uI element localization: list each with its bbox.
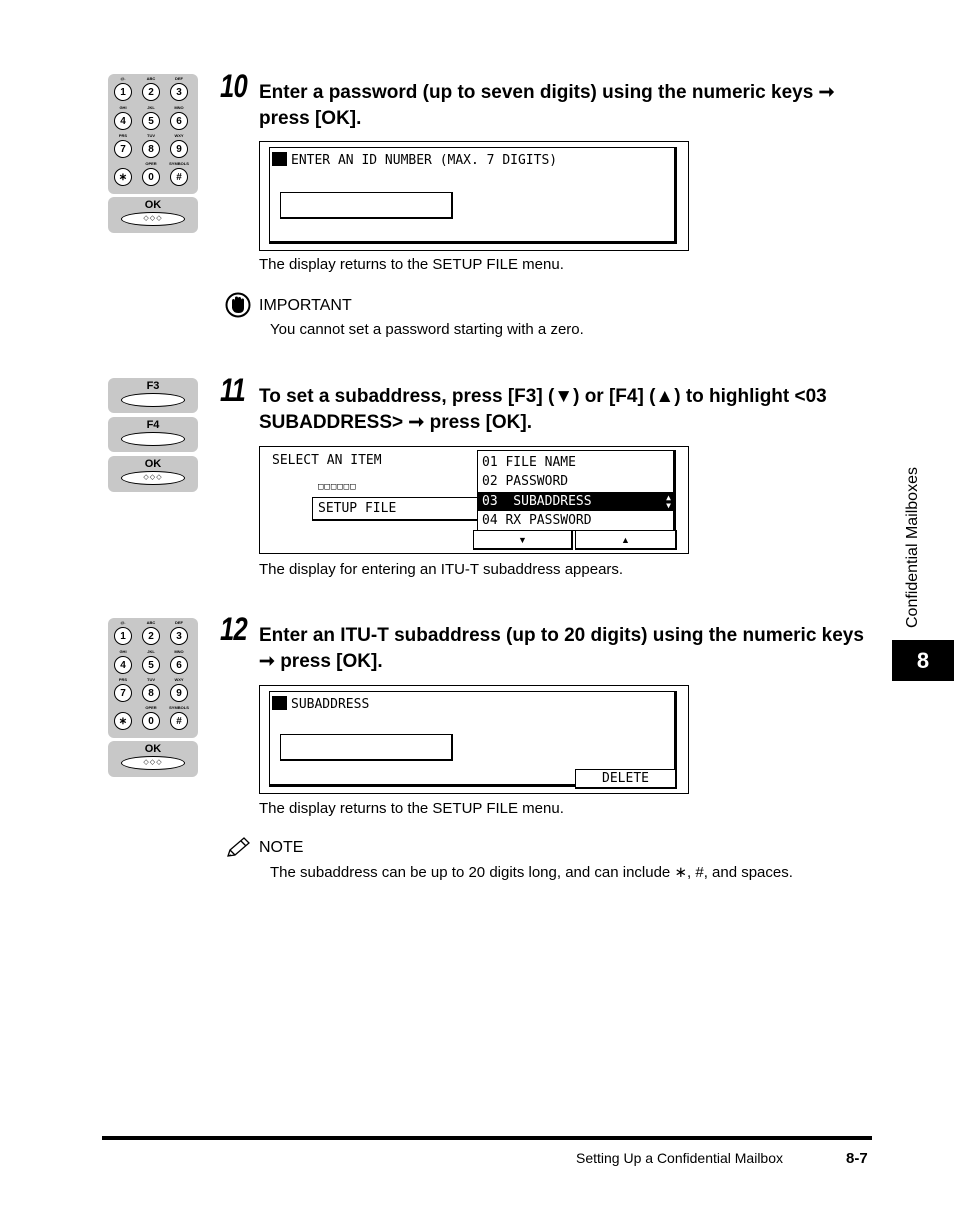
ok-key[interactable]: ◇◇◇	[121, 471, 185, 485]
scroll-arrows-icon: ▲ ▼	[666, 493, 671, 510]
numeric-key[interactable]: #	[170, 712, 188, 730]
document-icon	[272, 152, 287, 166]
key-letters-label: OPER	[145, 705, 157, 710]
numeric-key[interactable]: 8	[142, 140, 160, 158]
list-item-selected[interactable]	[478, 492, 673, 511]
key-letters-label: ABC	[146, 620, 156, 625]
ok-key-label: OK	[144, 199, 162, 211]
key-letters-label: DEF	[175, 76, 183, 81]
numeric-key[interactable]: 5	[142, 656, 160, 674]
progress-dots: □□□□□□	[318, 482, 357, 492]
numeric-key[interactable]: 7	[114, 140, 132, 158]
numeric-key[interactable]: #	[170, 168, 188, 186]
key-letters-label: WXY	[174, 677, 184, 682]
ok-key[interactable]: ◇◇◇	[121, 212, 185, 226]
list-item[interactable]: 04 RX PASSWORD	[482, 513, 592, 528]
step-instruction: Enter an ITU-T subaddress (up to 20 digits) using the numeric keys ➞ press [OK].	[259, 625, 864, 672]
numeric-keypad	[108, 74, 198, 194]
key-letters-label: PRS	[118, 677, 128, 682]
ok-key-panel	[108, 197, 198, 233]
lcd-title-text: ENTER AN ID NUMBER (MAX. 7 DIGITS)	[291, 153, 558, 168]
result-text: The display for entering an ITU-T subaddress appears.	[259, 561, 624, 578]
key-letters-label: SYMBOLS	[169, 161, 189, 166]
f4-key[interactable]	[121, 432, 185, 446]
numeric-key[interactable]: 7	[114, 684, 132, 702]
f3-key[interactable]	[121, 393, 185, 407]
key-letters-label: JKL	[147, 649, 155, 654]
down-arrow-icon: ▼	[518, 535, 527, 545]
list-item-label: 03 SUBADDRESS	[482, 494, 592, 509]
lcd-screen	[259, 141, 689, 251]
note-text: The subaddress can be up to 20 digits long, and can include ∗, #, and spaces.	[270, 864, 793, 881]
document-icon	[272, 696, 287, 710]
lcd-screen	[259, 446, 689, 554]
up-arrow-icon: ▲	[621, 535, 630, 545]
setup-file-box	[312, 497, 482, 521]
footer-rule	[102, 1136, 872, 1140]
key-letters-label: SYMBOLS	[169, 705, 189, 710]
numeric-key[interactable]: 4	[114, 656, 132, 674]
key-letters-label: GHI	[119, 649, 127, 654]
setup-file-label: SETUP FILE	[318, 501, 397, 516]
f3-key-label: F3	[146, 380, 160, 392]
lcd-title: SELECT AN ITEM	[272, 453, 382, 468]
lcd-title	[272, 696, 369, 712]
numeric-key[interactable]: 6	[170, 656, 188, 674]
step-number: 10	[220, 68, 247, 104]
key-letters-label: TUV	[147, 677, 155, 682]
key-letters-label: PRS	[118, 133, 128, 138]
result-text: The display returns to the SETUP FILE menu.	[259, 256, 564, 273]
ok-key[interactable]: ◇◇◇	[121, 756, 185, 770]
key-letters-label: WXY	[174, 133, 184, 138]
numeric-key[interactable]: ∗	[114, 712, 132, 730]
up-button[interactable]	[575, 530, 677, 550]
ok-key-panel	[108, 741, 198, 777]
step-number: 11	[220, 372, 245, 408]
down-button[interactable]	[473, 530, 573, 550]
list-item[interactable]: 02 PASSWORD	[482, 474, 569, 489]
key-letters-label: @.	[120, 76, 126, 81]
note-heading: NOTE	[259, 839, 304, 856]
ok-key-label: OK	[144, 458, 162, 470]
numeric-key[interactable]: 9	[170, 140, 188, 158]
result-text: The display returns to the SETUP FILE menu.	[259, 800, 564, 817]
lcd-frame	[269, 147, 677, 244]
numeric-key[interactable]: 0	[142, 168, 160, 186]
footer-section: Setting Up a Confidential Mailbox	[576, 1150, 784, 1166]
step-instruction: To set a subaddress, press [F3] (▼) or [F4] (▲) to highlight <03 SUBADDRESS> ➞ press [OK].	[259, 386, 827, 433]
key-letters-label: MNO	[174, 105, 184, 110]
numeric-key[interactable]: 2	[142, 627, 160, 645]
numeric-keypad	[108, 618, 198, 738]
f3-key-panel	[108, 378, 198, 413]
numeric-key[interactable]: 5	[142, 112, 160, 130]
f4-key-label: F4	[146, 419, 160, 431]
chapter-number: 8	[916, 648, 930, 673]
important-icon	[225, 292, 251, 318]
key-letters-label: @.	[120, 620, 126, 625]
numeric-key[interactable]: 3	[170, 83, 188, 101]
lcd-title-text: SUBADDRESS	[291, 697, 370, 712]
f4-key-panel	[108, 417, 198, 452]
list-item[interactable]: 01 FILE NAME	[482, 455, 576, 470]
step-number: 12	[220, 611, 247, 647]
chapter-title: Confidential Mailboxes	[904, 467, 921, 628]
numeric-key[interactable]: ∗	[114, 168, 132, 186]
numeric-key[interactable]: 2	[142, 83, 160, 101]
key-letters-label: DEF	[175, 620, 183, 625]
numeric-key[interactable]: 1	[114, 83, 132, 101]
ok-key-label: OK	[144, 743, 162, 755]
pencil-icon	[225, 836, 253, 860]
key-letters-label: JKL	[147, 105, 155, 110]
ok-key-panel	[108, 456, 198, 492]
key-letters-label: MNO	[174, 649, 184, 654]
numeric-key[interactable]: 0	[142, 712, 160, 730]
numeric-key[interactable]: 9	[170, 684, 188, 702]
page-number: 8-7	[846, 1150, 868, 1167]
lcd-title	[272, 152, 557, 168]
numeric-key[interactable]: 4	[114, 112, 132, 130]
subaddress-input[interactable]	[280, 734, 453, 761]
key-letters-label: TUV	[147, 133, 155, 138]
key-letters-label: OPER	[145, 161, 157, 166]
key-letters-label: ABC	[146, 76, 156, 81]
item-list	[477, 450, 676, 531]
lcd-screen	[259, 685, 689, 794]
numeric-key[interactable]: 6	[170, 112, 188, 130]
numeric-key[interactable]: 3	[170, 627, 188, 645]
step-instruction: Enter a password (up to seven digits) using the numeric keys ➞ press [OK].	[259, 82, 835, 129]
important-text: You cannot set a password starting with a zero.	[270, 321, 584, 338]
key-letters-label: GHI	[119, 105, 127, 110]
password-input[interactable]	[280, 192, 453, 219]
numeric-key[interactable]: 8	[142, 684, 160, 702]
chapter-number-tab	[892, 640, 954, 681]
important-heading: IMPORTANT	[259, 297, 352, 314]
delete-button[interactable]: DELETE	[575, 769, 677, 789]
numeric-key[interactable]: 1	[114, 627, 132, 645]
